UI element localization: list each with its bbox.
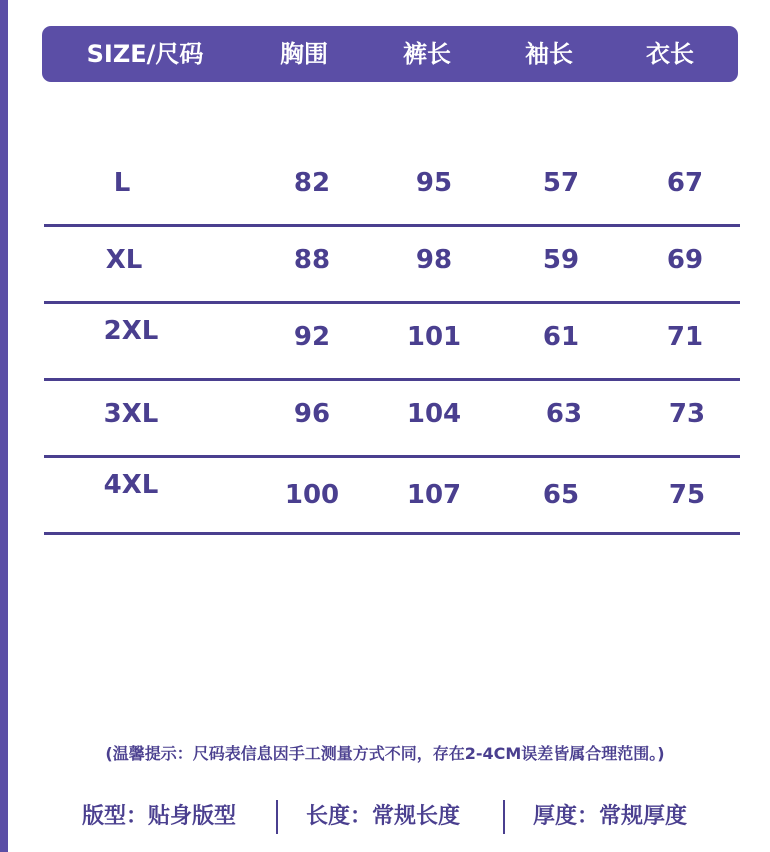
header-pants-length: 裤长 [403, 40, 451, 68]
spec-length: 长度：常规长度 [306, 804, 461, 829]
cell-length: 69 [666, 245, 704, 275]
spec-fit: 版型：贴身版型 [82, 804, 237, 829]
cell-size: L [113, 168, 131, 198]
cell-chest: 88 [293, 245, 331, 275]
cell-size: 4XL [103, 470, 159, 500]
spec-thickness: 厚度：常规厚度 [533, 804, 688, 829]
header-size: SIZE/尺码 [86, 40, 204, 68]
cell-length: 67 [666, 168, 704, 198]
cell-length: 75 [668, 480, 706, 510]
cell-length: 73 [668, 399, 706, 429]
cell-chest: 82 [293, 168, 331, 198]
cell-size: 2XL [103, 316, 159, 346]
table-header [42, 26, 738, 82]
cell-size: XL [105, 245, 143, 275]
measurement-note: (温馨提示：尺码表信息因手工测量方式不同，存在2-4CM误差皆属合理范围。) [105, 744, 665, 763]
table-row [44, 231, 740, 304]
cell-pants: 98 [415, 245, 453, 275]
cell-chest: 92 [293, 322, 331, 352]
cell-sleeve: 65 [542, 480, 580, 510]
cell-pants: 104 [406, 399, 462, 429]
spec-divider [503, 800, 505, 834]
table-row [44, 154, 740, 227]
left-accent-bar [0, 0, 8, 852]
cell-size: 3XL [103, 399, 159, 429]
table-row [44, 308, 740, 381]
table-row [44, 462, 740, 535]
cell-pants: 107 [406, 480, 462, 510]
cell-sleeve: 59 [542, 245, 580, 275]
cell-sleeve: 63 [545, 399, 583, 429]
cell-length: 71 [666, 322, 704, 352]
cell-chest: 96 [293, 399, 331, 429]
header-garment-length: 衣长 [646, 40, 694, 68]
header-sleeve-length: 袖长 [525, 40, 573, 68]
spec-divider [276, 800, 278, 834]
cell-pants: 101 [406, 322, 462, 352]
cell-sleeve: 57 [542, 168, 580, 198]
table-row [44, 385, 740, 458]
cell-sleeve: 61 [542, 322, 580, 352]
cell-chest: 100 [284, 480, 340, 510]
cell-pants: 95 [415, 168, 453, 198]
header-chest: 胸围 [280, 40, 328, 68]
